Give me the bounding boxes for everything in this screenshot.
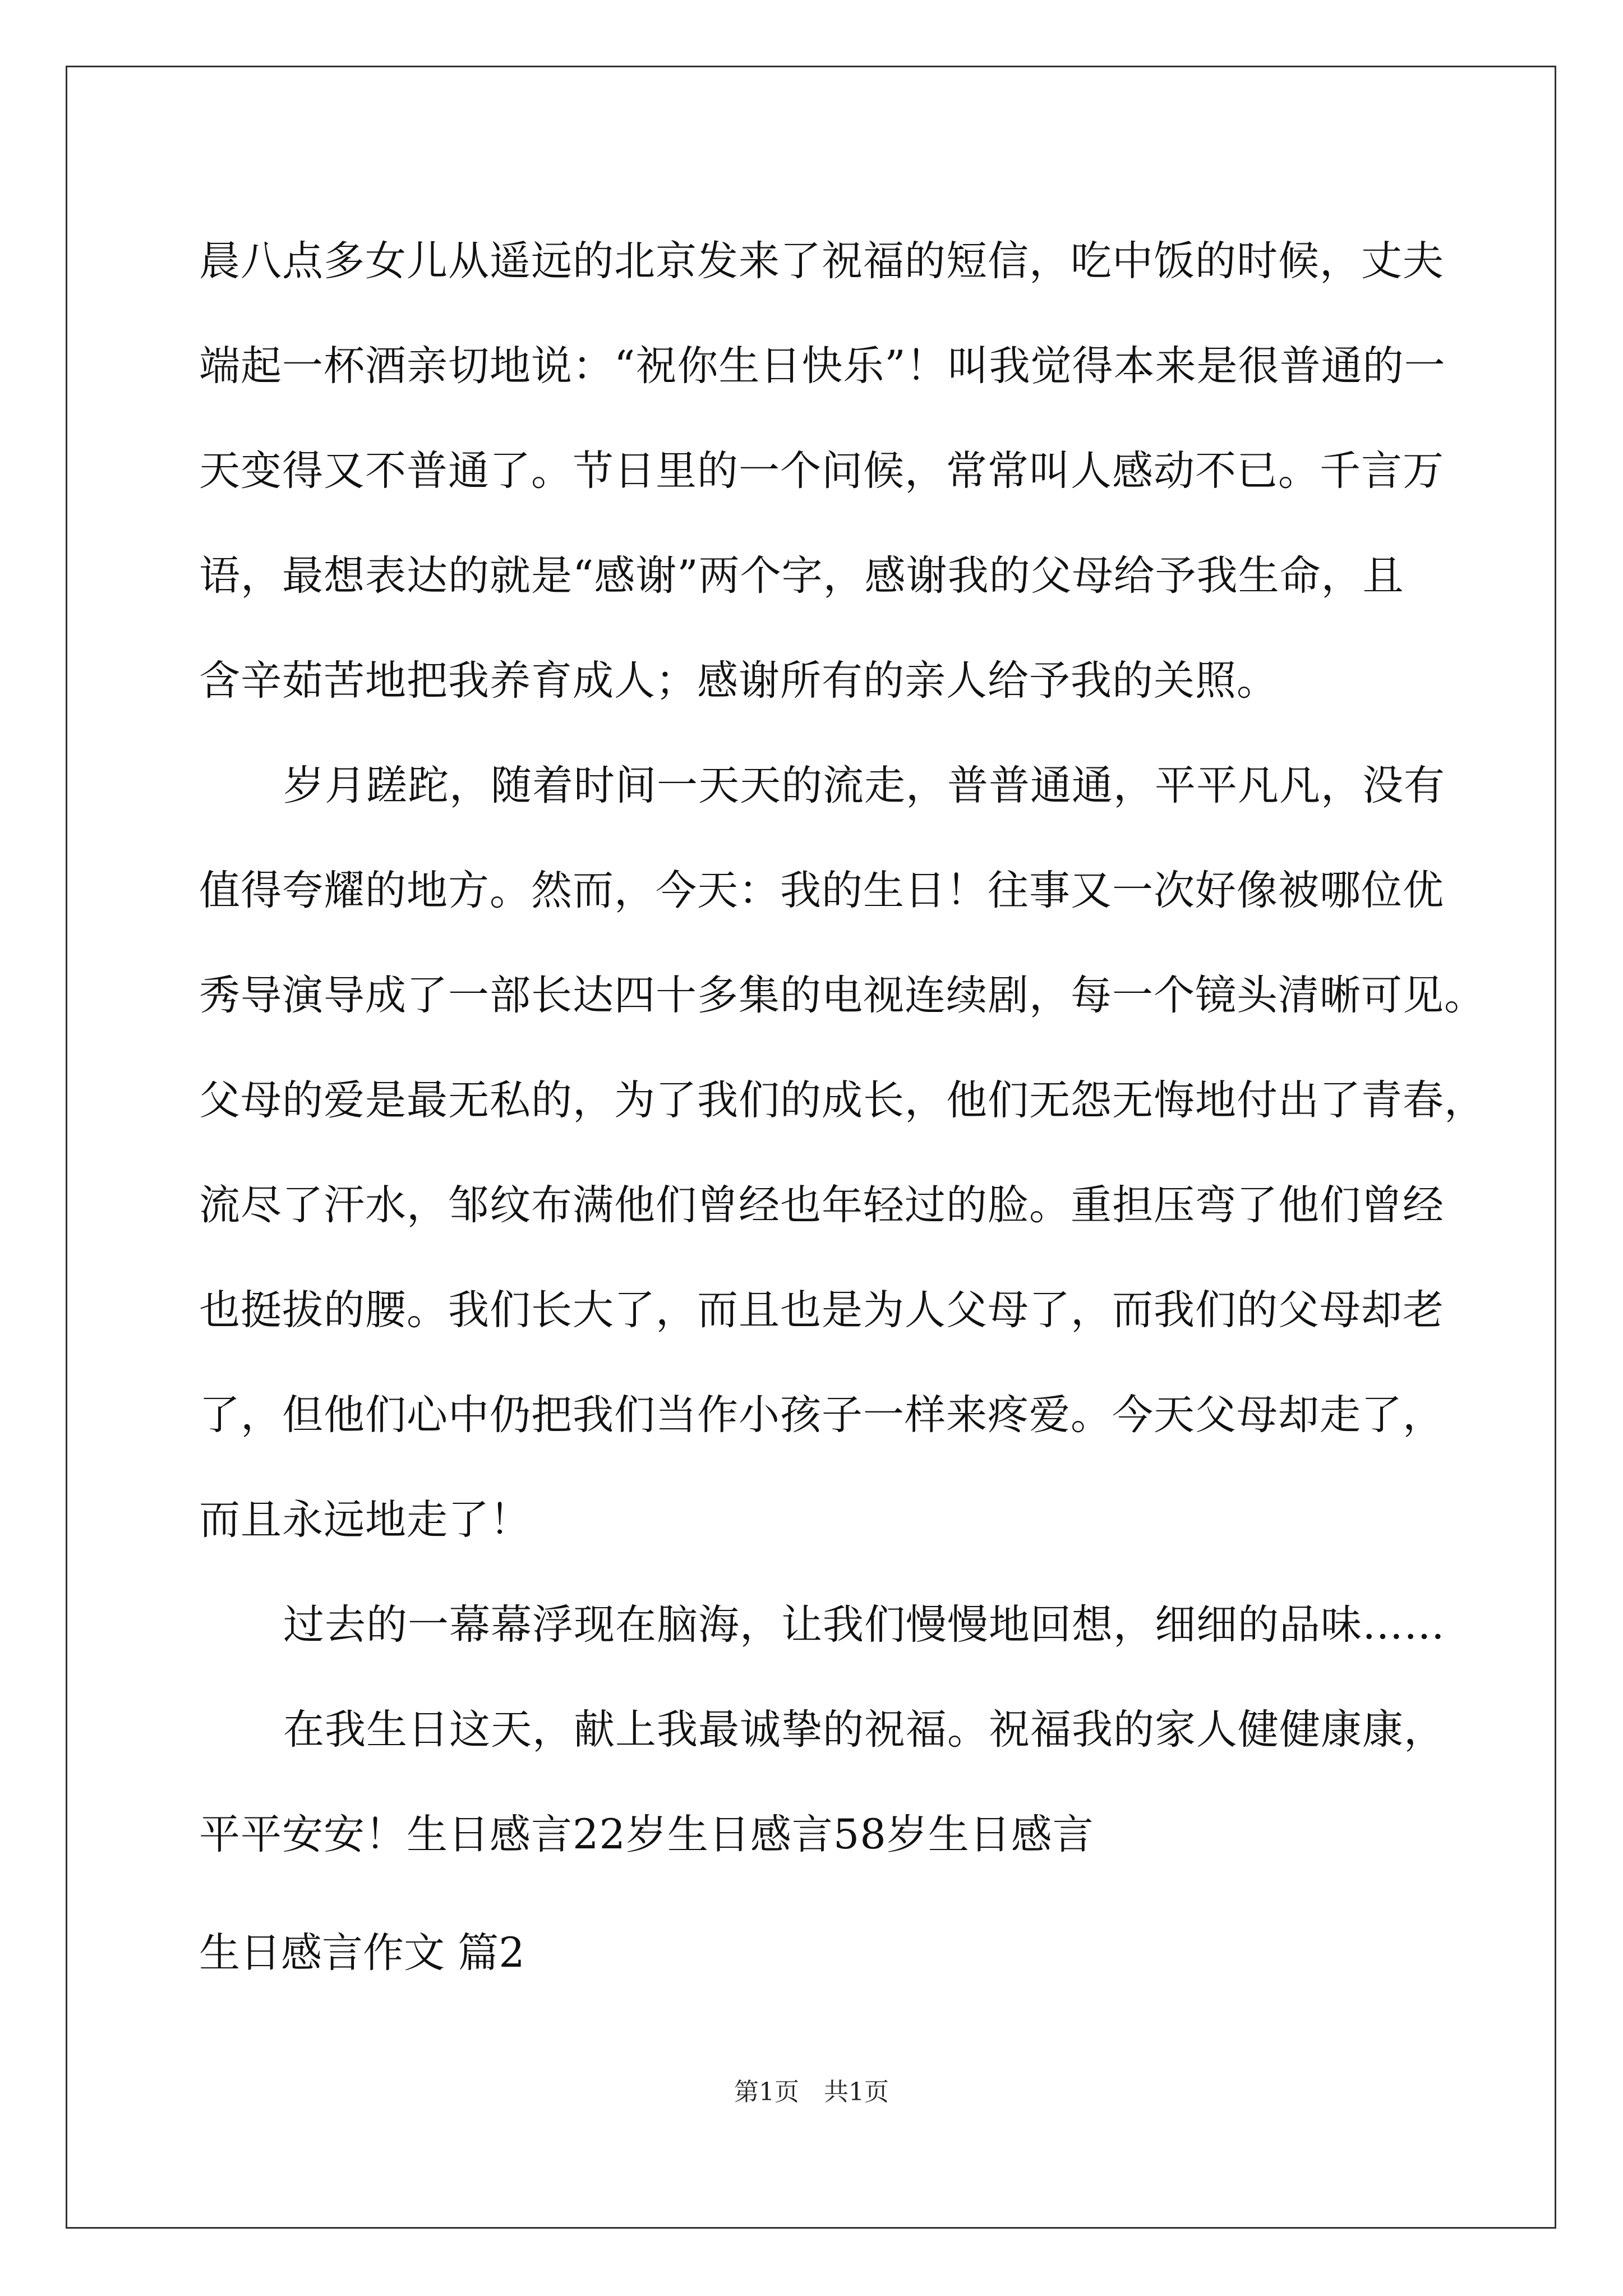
text-line: 而且永远地走了！ <box>199 1496 531 1544</box>
section-heading: 生日感言作文 篇2 <box>199 1929 525 1977</box>
paragraph-start-line: 过去的一幕幕浮现在脑海，让我们慢慢地回想，细细的品味…… <box>283 1601 1445 1649</box>
page-footer <box>0 2076 1623 2109</box>
text-line: 平平安安！生日感言22岁生日感言58岁生日感言 <box>199 1811 1094 1858</box>
text-line: 端起一杯酒亲切地说：“祝你生日快乐”！叫我觉得本来是很普通的一 <box>199 342 1446 390</box>
page-total: 共1页 <box>824 2078 889 2106</box>
text-line: 也挺拔的腰。我们长大了，而且也是为人父母了，而我们的父母却老 <box>199 1286 1444 1334</box>
text-line: 含辛茹苦地把我养育成人；感谢所有的亲人给予我的关照。 <box>199 657 1278 705</box>
text-line: 语，最想表达的就是“感谢”两个字，感谢我的父母给予我生命，且 <box>199 552 1404 600</box>
text-line: 了，但他们心中仍把我们当作小孩子一样来疼爱。今天父母却走了， <box>199 1391 1444 1439</box>
text-line: 值得夸耀的地方。然而，今天：我的生日！往事又一次好像被哪位优 <box>199 867 1444 914</box>
paragraph-start-line: 岁月蹉跎，随着时间一天天的流走，普普通通，平平凡凡，没有 <box>283 762 1445 809</box>
text-line: 流尽了汗水，邹纹布满他们曾经也年轻过的脸。重担压弯了他们曾经 <box>199 1181 1444 1229</box>
text-line: 父母的爱是最无私的，为了我们的成长，他们无怨无悔地付出了青春， <box>199 1076 1486 1124</box>
document-body <box>199 209 1486 1887</box>
paragraph-start-line: 在我生日这天，献上我最诚挚的祝福。祝福我的家人健健康康， <box>283 1706 1445 1754</box>
text-line: 天变得又不普通了。节日里的一个问候，常常叫人感动不已。千言万 <box>199 447 1444 495</box>
text-line: 晨八点多女儿从遥远的北京发来了祝福的短信，吃中饭的时候，丈夫 <box>199 237 1444 285</box>
text-line: 秀导演导成了一部长达四十多集的电视连续剧，每一个镜头清晰可见。 <box>199 972 1486 1019</box>
page-number: 第1页 <box>734 2078 799 2106</box>
